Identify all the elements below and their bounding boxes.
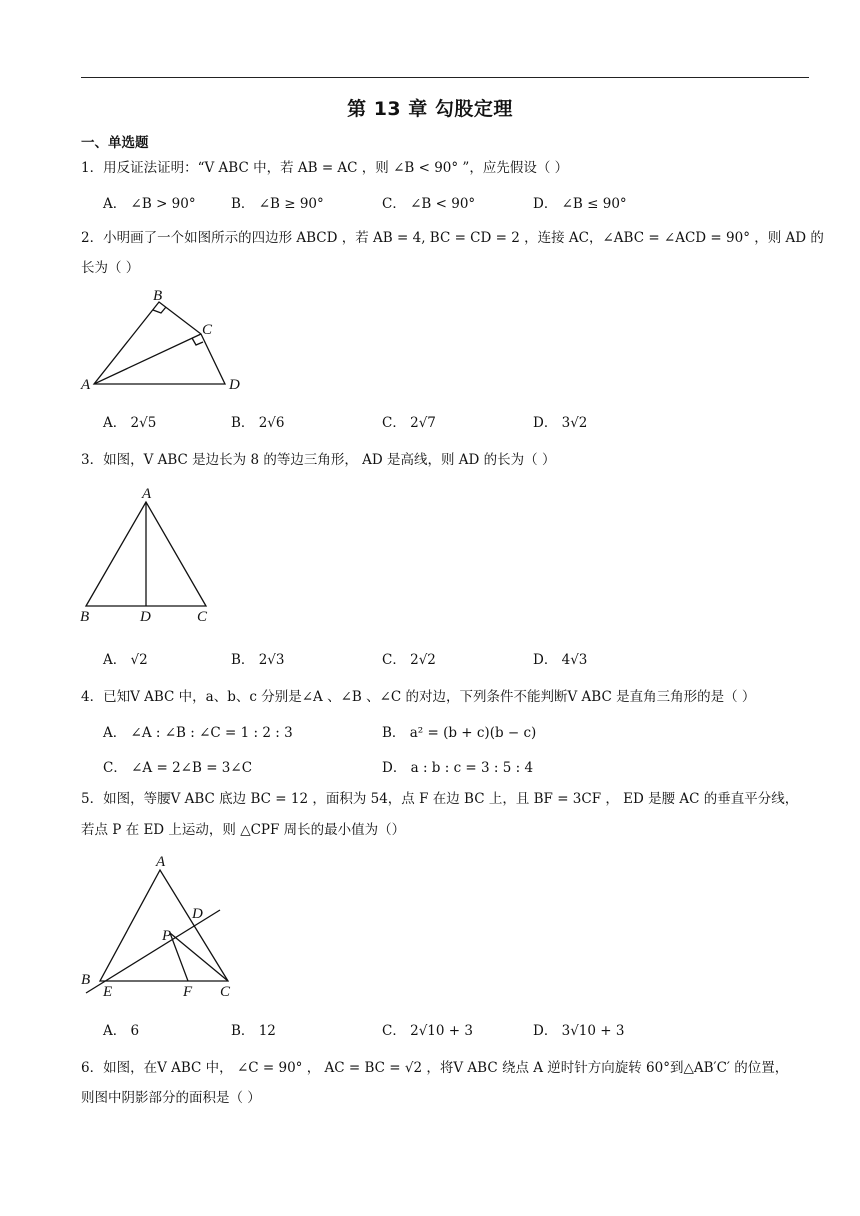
label-a: A [156,854,166,870]
label-a: A [142,486,152,502]
segment-ac [94,334,201,384]
question-5-option-d[interactable]: D． 3√10 + 3 [533,1023,625,1039]
question-3-option-d[interactable]: D． 4√3 [533,652,588,668]
question-5-option-a[interactable]: A． 6 [103,1023,140,1039]
question-3-stem: 3．如图，V ABC 是边长为 8 的等边三角形， AD 是高线，则 AD 的长为（ ） [81,452,556,468]
question-5-stem-line2: 若点 P 在 ED 上运动，则 △CPF 周长的最小值为（） [81,822,406,838]
label-b: B [80,609,90,625]
question-3-option-a[interactable]: A． √2 [103,652,148,668]
label-a: A [81,377,91,393]
question-3-figure [78,484,218,628]
question-1-option-b[interactable]: B． ∠B ≥ 90° [231,196,324,212]
label-b: B [81,972,91,988]
label-d: D [140,609,151,625]
question-5-stem-line1: 5．如图，等腰V ABC 底边 BC = 12 ，面积为 54，点 F 在边 BC 上，且 BF = 3CF ， ED 是腰 AC 的垂直平分线， [81,791,799,807]
question-2-option-b[interactable]: B． 2√6 [231,415,285,431]
question-6-stem-line1: 6．如图，在V ABC 中， ∠C = 90° ， AC = BC = √2 ，将V ABC 绕点 A 逆时针方向旋转 60°到△AB′C′ 的位置， [81,1060,789,1076]
question-1-stem: 1．用反证法证明：“V ABC 中，若 AB = AC ，则 ∠B < 90° ”，应先假设（ ） [81,160,569,176]
page-title: 第 13 章 勾股定理 [347,98,513,120]
quadrilateral-abcd [94,302,225,384]
label-p: P [162,928,172,944]
question-2-option-a[interactable]: A． 2√5 [103,415,157,431]
section-heading: 一、单选题 [81,135,149,151]
question-4-option-c[interactable]: C． ∠A = 2∠B = 3∠C [103,760,253,776]
question-6-stem-line2: 则图中阴影部分的面积是（ ） [81,1090,261,1106]
question-2-option-d[interactable]: D． 3√2 [533,415,588,431]
label-d: D [229,377,240,393]
question-1-option-a[interactable]: A． ∠B > 90° [103,196,196,212]
question-2-option-c[interactable]: C． 2√7 [382,415,436,431]
header-rule [81,77,809,78]
question-1-option-d[interactable]: D． ∠B ≤ 90° [533,196,627,212]
right-angle-mark-c [192,338,203,345]
question-3-option-c[interactable]: C． 2√2 [382,652,436,668]
question-2-stem-line2: 长为（ ） [81,260,140,276]
question-2-figure [78,284,248,396]
label-e: E [103,984,113,1000]
label-f: F [183,984,193,1000]
label-d: D [192,906,203,922]
question-1-option-c[interactable]: C． ∠B < 90° [382,196,476,212]
label-c: C [202,322,213,338]
label-b: B [153,288,163,304]
label-c: C [220,984,231,1000]
question-5-option-b[interactable]: B． 12 [231,1023,276,1039]
question-5-figure [78,850,238,1000]
label-c: C [197,609,208,625]
question-3-option-b[interactable]: B． 2√3 [231,652,285,668]
question-4-stem: 4．已知V ABC 中，a、b、c 分别是∠A 、∠B 、∠C 的对边，下列条件不能判断V ABC 是直角三角形的是（ ） [81,689,756,705]
question-5-option-c[interactable]: C． 2√10 + 3 [382,1023,473,1039]
question-4-option-b[interactable]: B． a² = (b + c)(b − c) [382,725,537,741]
question-2-stem-line1: 2．小明画了一个如图所示的四边形 ABCD ，若 AB = 4, BC = CD = 2 ，连接 AC，∠ABC = ∠ACD = 90° ，则 AD 的 [81,230,824,246]
question-4-option-a[interactable]: A． ∠A : ∠B : ∠C = 1 : 2 : 3 [103,725,293,741]
question-4-option-d[interactable]: D． a : b : c = 3 : 5 : 4 [382,760,534,776]
